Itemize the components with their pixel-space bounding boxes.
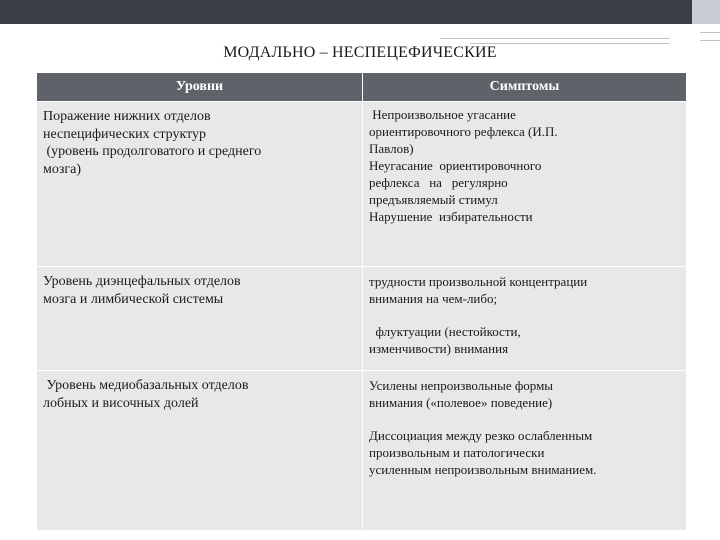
level-text: Уровень диэнцефальных отделов мозга и лимбической системы: [43, 274, 241, 307]
slide-title: МОДАЛЬНО – НЕСПЕЦЕФИЧЕСКИЕ: [223, 44, 497, 61]
top-bar: [0, 0, 720, 24]
level-text: Поражение нижних отделов неспецифических структур (уровень продолговатого и среднего мозга): [43, 109, 262, 177]
decorative-line: [700, 40, 720, 41]
header-levels: Уровни: [37, 73, 363, 102]
symptoms-cell: [363, 267, 687, 371]
top-bar-accent: [692, 0, 720, 24]
level-text: Уровень медиобазальных отделов лобных и височных долей: [43, 378, 249, 411]
symptom-text: Диссоциация между резко ослабленным произвольным и патологически усиленным непроизвольным вниманием.: [369, 428, 597, 477]
symptoms-cell: [363, 371, 687, 531]
table-header-row: [37, 73, 687, 102]
symptoms-cell: [363, 102, 687, 267]
symptom-text: трудности произвольной концентрации внимания на чем-либо;: [369, 274, 588, 306]
level-cell: [37, 371, 363, 531]
symptom-text: Усилены непроизвольные формы внимания («полевое» поведение): [369, 378, 554, 410]
table-row: [37, 371, 687, 531]
level-cell: [37, 102, 363, 267]
symptom-text: Непроизвольное угасание ориентировочного рефлекса (И.П. Павлов) Неугасание ориентировочного рефлекса на регулярно предъявляемый стимул Нарушение избирательности: [369, 107, 558, 224]
header-symptoms: Симптомы: [363, 73, 687, 102]
table-row: [37, 267, 687, 371]
symptom-text: флуктуации (нестойкости, изменчивости) внимания: [369, 324, 521, 356]
decorative-line: [700, 32, 720, 33]
levels-symptoms-table: [36, 72, 687, 531]
level-cell: [37, 267, 363, 371]
decorative-line: [440, 38, 670, 39]
table-row: [37, 102, 687, 267]
